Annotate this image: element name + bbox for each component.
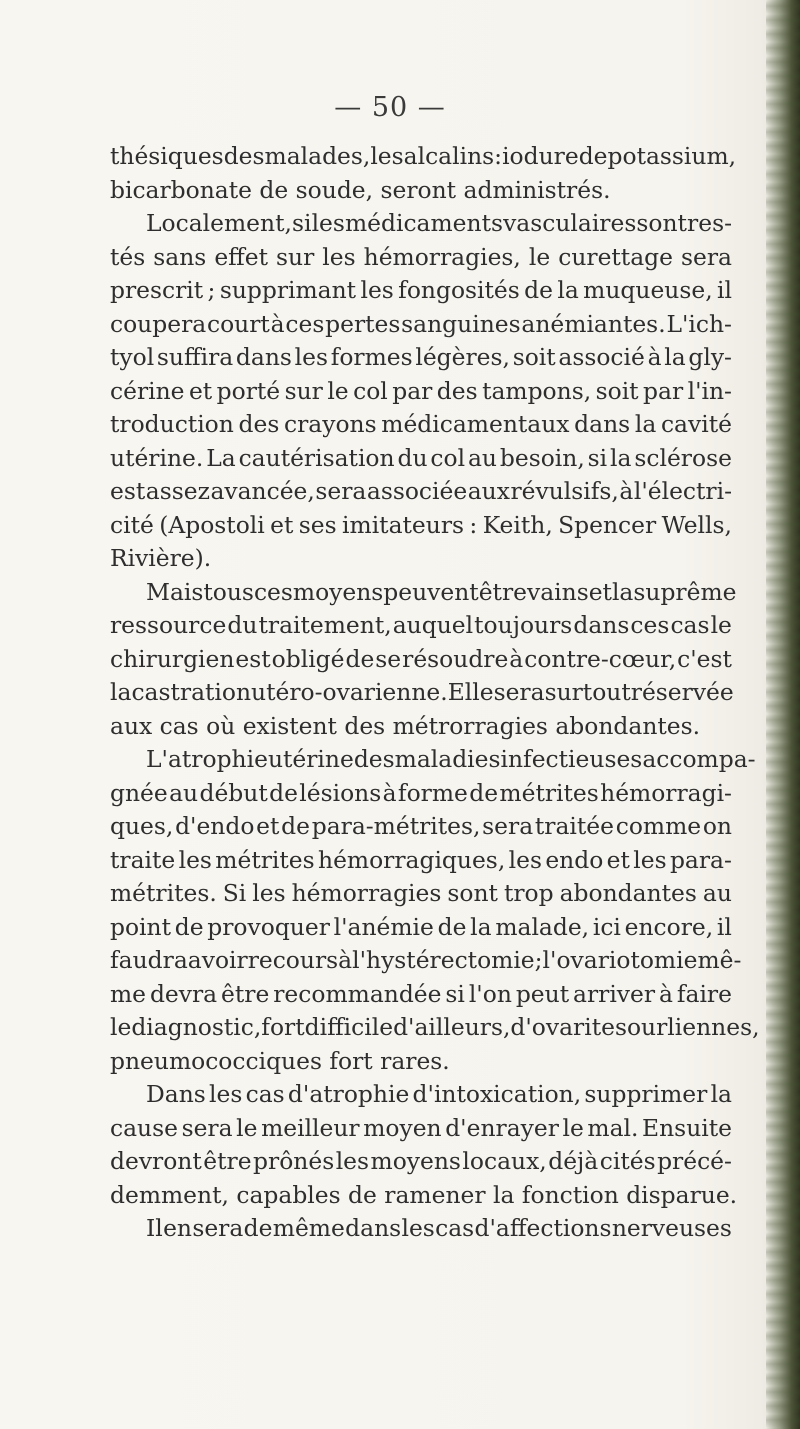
text-line: faudra avoir recours à l'hystérectomie ; l'ovariotomie mê-	[110, 946, 742, 974]
text-line: Localement, si les médicaments vasculaires sont res-	[146, 209, 732, 237]
text-line: coupera court à ces pertes sanguines anémiantes. L'ich-	[110, 309, 732, 338]
text-line: Dans les cas d'atrophie d'intoxication, supprimer la	[146, 1080, 732, 1108]
text-line: Rivière).	[110, 544, 212, 572]
paragraph	[110, 140, 737, 207]
text-line: utérine. La cautérisation du col au besoin, si la sclérose	[110, 443, 732, 472]
text-line: prescrit ; supprimant les fongosités de la muqueuse, il	[110, 276, 732, 304]
text-line: point de provoquer l'anémie de la malade, ici encore, il	[110, 912, 732, 941]
text-line: ques, d'endo et de para-métrites, sera traitée comme on	[110, 812, 732, 840]
text-line: bicarbonate de soude, seront administrés.	[110, 175, 611, 204]
text-line: thésiques des malades, les alcalins : iodure de potassium,	[110, 142, 737, 170]
paragraph	[110, 207, 732, 576]
text-line: est assez avancée, sera associée aux révulsifs, à l'électri-	[110, 477, 732, 505]
text-line: métrites. Si les hémorragies sont trop abondantes au	[110, 879, 732, 907]
text-line: traite les métrites hémorragiques, les endo et les para-	[110, 845, 732, 874]
body-text	[110, 140, 760, 1246]
paragraph	[110, 1078, 738, 1212]
text-line: la castration utéro-ovarienne. Elle sera surtout réservée	[110, 678, 734, 706]
text-line: troduction des crayons médicamentaux dans la cavité	[110, 410, 732, 438]
paragraph	[110, 576, 737, 744]
text-line: L'atrophie utérine des maladies infectieuses accompa-	[146, 745, 756, 773]
text-line: pneumococciques fort rares.	[110, 1046, 450, 1075]
page-number: — 50 —	[334, 92, 446, 123]
text-line: cause sera le meilleur moyen d'enrayer le mal. Ensuite	[110, 1113, 732, 1142]
text-line: gnée au début de lésions à forme de métrites hémorragi-	[110, 778, 732, 807]
page-binding-edge	[766, 0, 800, 1429]
text-line: cérine et porté sur le col par des tampons, soit par l'in-	[110, 376, 732, 405]
text-line: cité (Apostoli et ses imitateurs : Keith, Spencer Wells,	[110, 510, 732, 539]
text-line: Il en sera de même dans les cas d'affections nerveuses	[146, 1214, 732, 1242]
text-line: le diagnostic, fort difficile d'ailleurs, d'ovarites ourliennes,	[110, 1013, 760, 1041]
text-line: aux cas où existent des métrorragies abondantes.	[110, 711, 701, 740]
text-line: demment, capables de ramener la fonction disparue.	[110, 1180, 738, 1209]
paragraph	[110, 1212, 732, 1246]
text-line: tés sans effet sur les hémorragies, le curettage sera	[110, 242, 732, 271]
paragraph	[110, 743, 760, 1078]
text-line: ressource du traitement, auquel toujours dans ces cas le	[110, 611, 732, 639]
text-line: Mais tous ces moyens peuvent être vains et la suprême	[146, 577, 737, 606]
text-line: chirurgien est obligé de se résoudre à contre-cœur, c'est	[110, 644, 732, 673]
text-line: devront être prônés les moyens locaux, déjà cités précé-	[110, 1147, 732, 1175]
text-line: tyol suffira dans les formes légères, soit associé à la gly-	[110, 343, 732, 371]
text-line: me devra être recommandée si l'on peut arriver à faire	[110, 979, 732, 1008]
